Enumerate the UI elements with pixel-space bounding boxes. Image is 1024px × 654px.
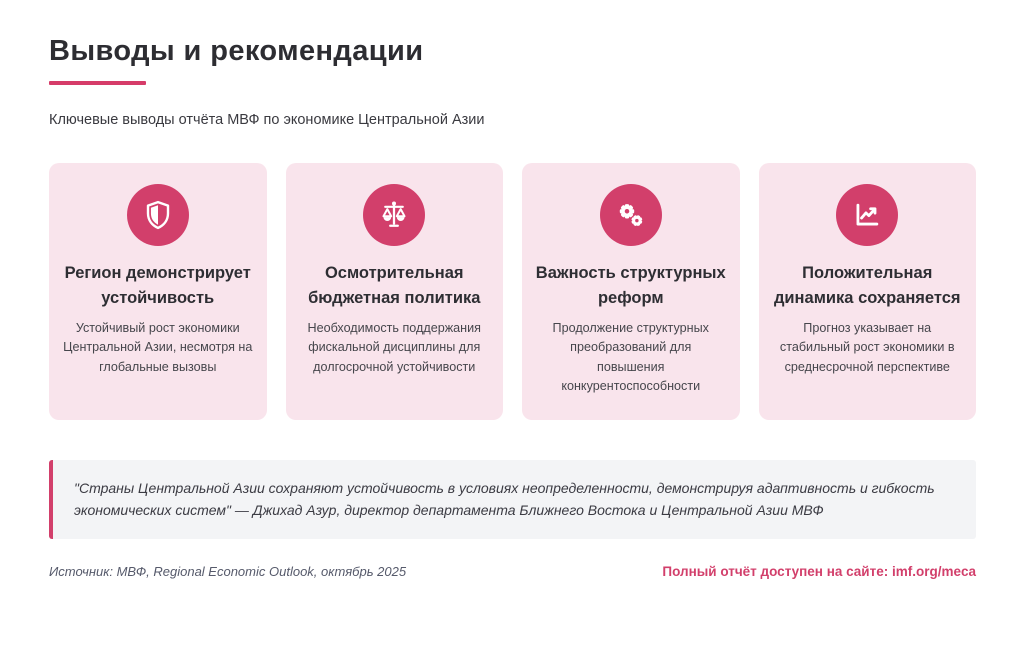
icon-circle (363, 184, 425, 246)
card-description: Прогноз указывает на стабильный рост экономики в среднесрочной перспективе (779, 321, 955, 374)
card-title: Осмотрительная бюджетная политика (308, 263, 481, 307)
card-positive-outlook (759, 163, 977, 420)
cards-row (49, 163, 976, 420)
icon-circle (600, 184, 662, 246)
source-note: Источник: МВФ, Regional Economic Outlook, октябрь 2025 (49, 564, 407, 580)
chart-line-up-icon (851, 199, 883, 231)
quote-block (49, 460, 976, 539)
card-description: Необходимость поддержания фискальной дисциплины для долгосрочной устойчивости (307, 321, 481, 374)
gears-icon (615, 199, 647, 231)
card-title: Важность структурных реформ (535, 263, 726, 307)
card-title: Положительная динамика сохраняется (773, 263, 961, 307)
title-underline (49, 81, 146, 85)
shield-icon (142, 199, 174, 231)
card-fiscal-policy (286, 163, 504, 420)
card-description: Продолжение структурных преобразований для повышения конкурентоспособности (552, 321, 709, 393)
footer (49, 564, 976, 579)
quote-text: "Страны Центральной Азии сохраняют устойчивость в условиях неопределенности, демонстрируя адаптивность и гибкость экономических систем" — Джихад Азур, директор департамента Ближнего Востока и Центральной Азии МВФ (74, 479, 935, 519)
page-subtitle: Ключевые выводы отчёта МВФ по экономике Центральной Азии (49, 111, 485, 128)
icon-circle (836, 184, 898, 246)
card-description: Устойчивый рост экономики Центральной Азии, несмотря на глобальные вызовы (63, 321, 253, 374)
card-title: Регион демонстрирует устойчивость (64, 263, 251, 307)
card-structural-reforms (522, 163, 740, 420)
icon-circle (127, 184, 189, 246)
scales-icon (378, 199, 410, 231)
card-resilience (49, 163, 267, 420)
page-title: Выводы и рекомендации (49, 35, 424, 67)
report-link[interactable]: Полный отчёт доступен на сайте: imf.org/meca (662, 564, 976, 580)
